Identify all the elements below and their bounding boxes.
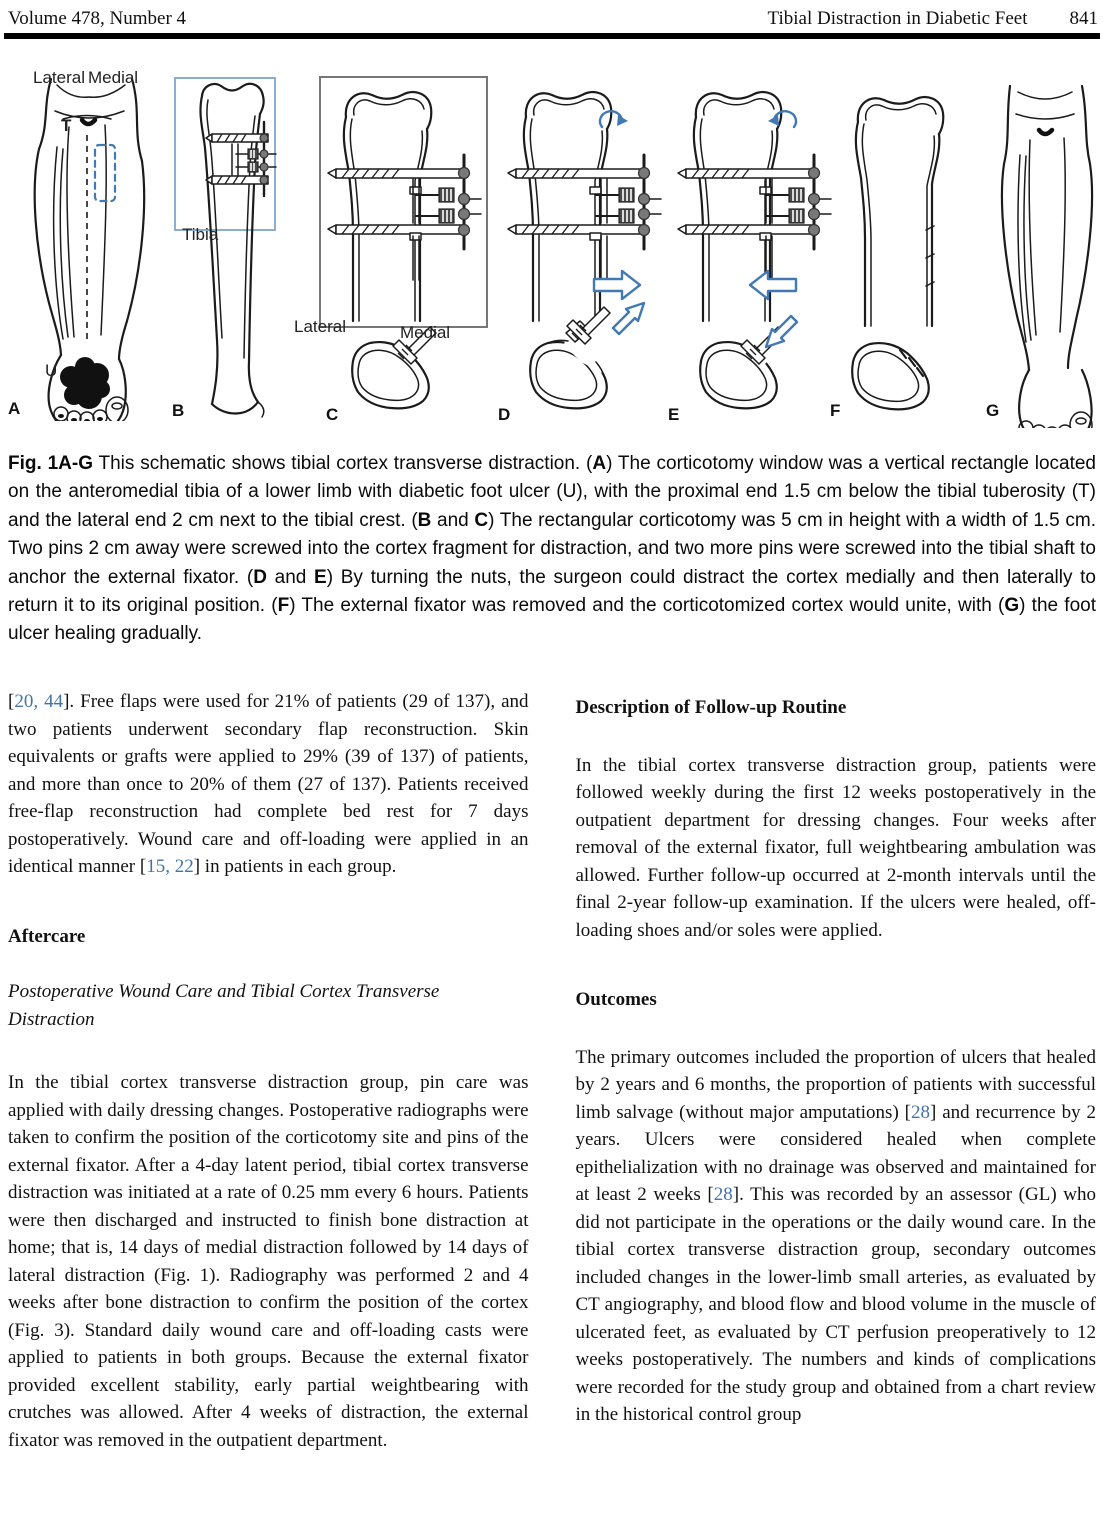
text-run: [ — [8, 691, 15, 712]
paragraph-outcomes — [576, 1044, 1097, 1429]
panel-letter-d: D — [498, 405, 511, 424]
panel-letter-e: E — [668, 405, 680, 424]
panel-c-corticotomy-fixator-illustration — [318, 75, 498, 423]
panel-letter-g: G — [986, 401, 1000, 420]
section-heading-followup: Description of Follow-up Routine — [575, 697, 847, 718]
header-rule — [4, 33, 1100, 39]
panel-e-lateral-return-illustration — [668, 75, 836, 423]
figure-caption — [8, 450, 1096, 649]
label-medial-top: Medial — [88, 68, 139, 87]
bold-text: B — [417, 509, 432, 531]
text-run: ) By turning the nuts, the surgeon could distract the cortex medially and then laterally to return it to its original position. ( — [8, 566, 1096, 617]
fragment-move-arrow-ne — [613, 303, 644, 334]
text-run: ]. Free flaps were used for 21% of patients (29 of 137), and two patients underwent secondary flap reconstruction. Skin equivalents or grafts were applied to 29% (39 of 137) of patients, and more than once to 20% of them (27 of 137). Patients received free-flap reconstruction had complete bed rest for 7 days postoperatively. Wound care and off-loading were applied in an identical manner [ — [8, 691, 529, 877]
section-heading-aftercare: Aftercare — [8, 925, 86, 947]
figure-1 — [0, 65, 1104, 445]
paragraph-followup-routine: In the tibial cortex transverse distraction group, patients were followed weekly during the first 12 weeks postoperatively in the outpatient department for dressing changes. Four weeks after removal of the external fixator, full weightbearing ambulation was allowed. Further follow-up occurred at 2-month intervals until the final 2-year follow-up examination. If the ulcers were healed, off-loading shoes and/or soles were applied. — [575, 754, 1096, 941]
panel-letter-b: B — [172, 401, 185, 420]
text-run: and — [431, 509, 475, 531]
text-run: ] and recurrence by 2 years. Ulcers were considered healed when complete epithelialization with no drainage was observed and maintained for at least 2 weeks [ — [575, 1101, 1096, 1205]
header-page-number: 841 — [1069, 8, 1098, 29]
label-lateral-top: Lateral — [33, 68, 85, 87]
text-run: ]. This was recorded by an assessor (GL) who did not participate in the operations or the daily wound care. In the tibial cortex transverse distraction group, secondary outcomes included changes in the lower-limb small arteries, as evaluated by CT angiography, and blood flow and blood volume in the muscle of ulcerated feet, as evaluated by CT perfusion preoperatively to 12 weeks postoperatively. The numbers and kinds of complications were recorded for the study group and obtained from a chart review in the historical control group — [575, 1184, 1096, 1425]
label-u-ulcer: U — [45, 361, 58, 380]
panel-d-medial-distraction-illustration — [498, 75, 666, 423]
section-heading-outcomes: Outcomes — [575, 989, 657, 1010]
citation-link[interactable]: 28 — [911, 1101, 931, 1123]
page-header — [8, 8, 1098, 30]
text-run: ) The rectangular corticotomy was 5 cm in height with a width of 1.5 cm. Two pins 2 cm away were screwed into the cortex fragment for distraction, and two more pins were screwed into the tibial shaft to anchor the external fixator. ( — [8, 509, 1096, 588]
bold-text: D — [253, 566, 267, 588]
text-run: ) The external fixator was removed and the corticotomized cortex would unite, with ( — [289, 595, 1005, 617]
right-column — [576, 688, 1097, 1454]
paragraph-distraction-protocol: In the tibial cortex transverse distraction group, pin care was applied with daily dressing changes. Postoperative radiographs were taken to confirm the position of the corticotomy site and pins of the external fixator. After a 4-day latent period, tibial cortex transverse distraction was initiated at a rate of 0.25 mm every 6 hours. Patients were then discharged and instructed to finish bone distraction at home; that is, 14 days of medial distraction followed by 14 days of lateral distraction (Fig. 1). Radiography was performed 2 and 4 weeks after bone distraction to confirm the position of the cortex (Fig. 3). Standard daily wound care and off-loading casts were applied to patients in both groups. Because the external fixator provided excellent stability, early partial weightbearing with crutches was allowed. After 4 weeks of distraction, the external fixator was removed in the outpatient department. — [8, 1072, 529, 1451]
article-body — [8, 688, 1096, 1454]
panel-letter-c: C — [326, 405, 339, 424]
header-running-title: Tibial Distraction in Diabetic Feet — [767, 8, 1028, 29]
text-run: The primary outcomes included the proportion of ulcers that healed by 2 years and 6 months, the proportion of patients with successful limb salvage (without major amputations) [ — [575, 1046, 1096, 1123]
bold-text: Fig. 1A-G — [8, 453, 94, 474]
text-run: ) the foot ulcer healing gradually. — [8, 595, 1096, 645]
tibial-tuberosity-mark — [82, 120, 95, 124]
text-run: ) The corticotomy window was a vertical rectangle located on the anteromedial tibia of a lower limb with diabetic foot ulcer (U), with the proximal end 1.5 cm below the tibial tuberosity (T) and the lateral end 2 cm next to the tibial crest. ( — [8, 453, 1096, 531]
citation-link[interactable]: 15, 22 — [146, 856, 194, 877]
corticotomy-window-outline — [95, 145, 115, 201]
panel-a-leg-with-ulcer-illustration — [5, 65, 170, 421]
distraction-direction-arrow-left — [750, 271, 796, 299]
text-run: and — [266, 566, 315, 588]
tibial-tuberosity-mark — [1039, 130, 1052, 134]
text-run: This schematic shows tibial cortex transverse distraction. ( — [93, 453, 593, 474]
text-run: ] in patients in each group. — [193, 856, 397, 877]
bold-text: G — [1004, 595, 1020, 617]
bold-text: F — [277, 595, 290, 617]
external-fixator-small — [206, 122, 276, 196]
bold-text: E — [314, 566, 327, 588]
subsection-heading-postop-care: Postoperative Wound Care and Tibial Cortex Transverse Distraction — [8, 981, 440, 1030]
bold-text: C — [474, 509, 489, 531]
label-t-tuberosity: T — [61, 116, 72, 135]
bold-text: A — [592, 453, 607, 474]
panel-b-whole-tibia-illustration — [172, 70, 307, 432]
panel-letter-f: F — [830, 401, 841, 420]
left-column — [8, 688, 529, 1454]
turn-nut-curved-arrow — [600, 111, 628, 127]
panel-letter-a: A — [8, 399, 21, 418]
panel-g-healed-foot-illustration — [988, 80, 1104, 428]
header-volume: Volume 478, Number 4 — [8, 8, 187, 29]
foot-ulcer-blob — [60, 357, 110, 409]
panel-f-healed-cortex-illustration — [830, 80, 970, 422]
citation-link[interactable]: 28 — [713, 1184, 733, 1205]
citation-link[interactable]: 20, 44 — [14, 691, 64, 712]
label-tibia: Tibia — [182, 225, 219, 244]
paragraph-flaps — [8, 688, 529, 881]
label-lateral-cross: Lateral — [294, 317, 346, 336]
label-medial-cross: Medial — [400, 323, 451, 342]
